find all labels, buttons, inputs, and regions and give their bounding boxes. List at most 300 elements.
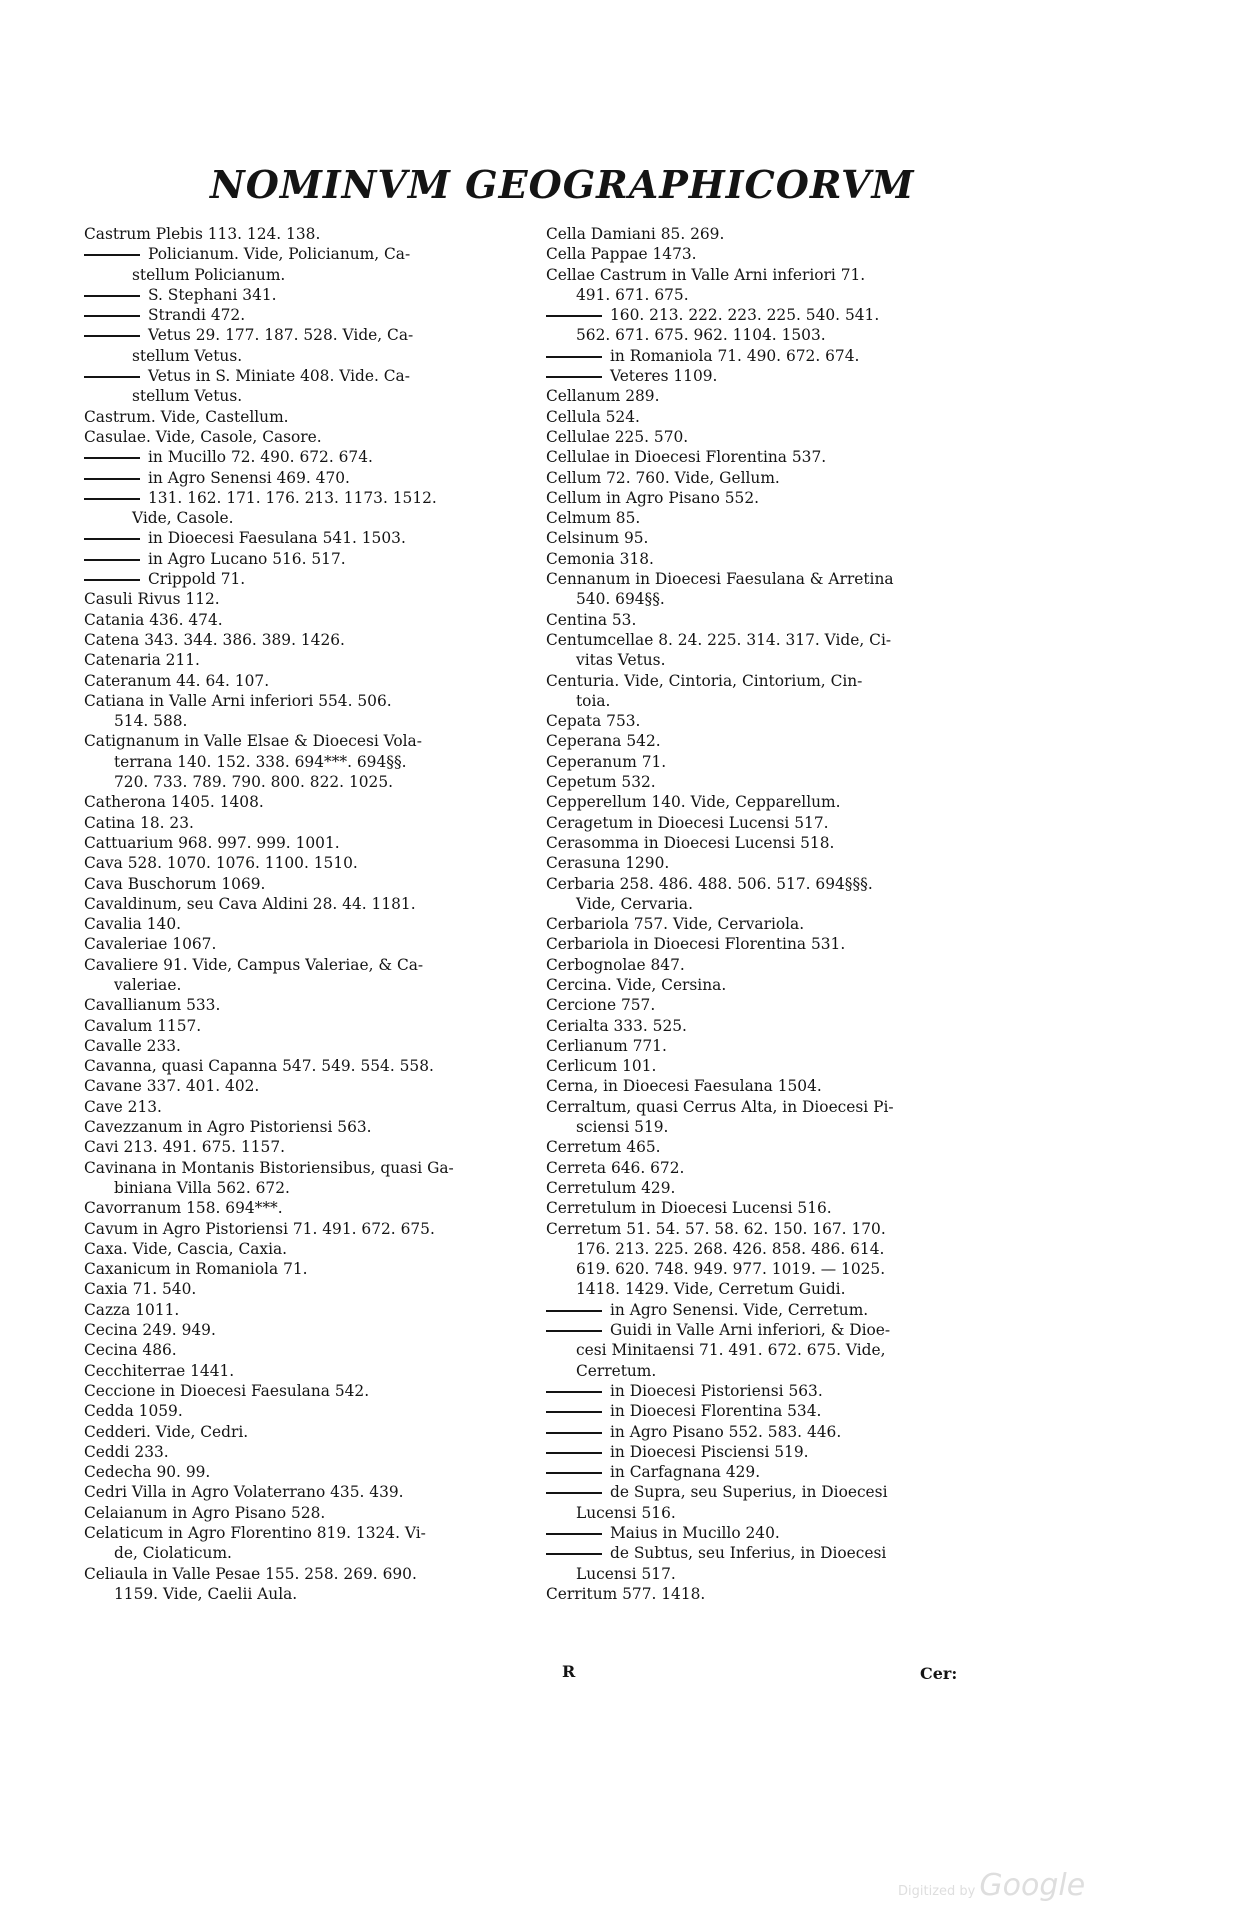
index-entry: [546, 508, 991, 528]
entry-text: Cerretulum 429.: [546, 1178, 676, 1197]
ditto-dash: [84, 315, 140, 317]
index-entry: [546, 488, 991, 508]
index-entry: [546, 914, 991, 934]
index-entry: [84, 792, 532, 812]
entry-text: Centumcellae 8. 24. 225. 314. 317. Vide, Ci-: [546, 630, 892, 649]
index-entry: [84, 1482, 532, 1502]
index-entry: [84, 610, 532, 630]
entry-text: de, Ciolaticum.: [114, 1544, 232, 1563]
entry-text: Cavane 337. 401. 402.: [84, 1077, 260, 1096]
entry-text: Cecina 249. 949.: [84, 1321, 216, 1340]
entry-text: Cerbariola in Dioecesi Florentina 531.: [546, 935, 846, 954]
index-entry: [84, 955, 532, 975]
index-entry: [84, 285, 532, 305]
index-entry: [546, 610, 991, 630]
index-entry: [84, 671, 532, 691]
entry-text: in Agro Senensi. Vide, Cerretum.: [610, 1300, 869, 1319]
entry-text: Ceccione in Dioecesi Faesulana 542.: [84, 1381, 370, 1400]
entry-text: Cazza 1011.: [84, 1300, 180, 1319]
entry-text: Catherona 1405. 1408.: [84, 793, 264, 812]
entry-text: 720. 733. 789. 790. 800. 822. 1025.: [114, 773, 394, 792]
entry-text: Cellulae 225. 570.: [546, 427, 689, 446]
entry-text: Cava Buschorum 1069.: [84, 874, 266, 893]
entry-text: Cavi 213. 491. 675. 1157.: [84, 1138, 286, 1157]
index-entry: [546, 1543, 991, 1563]
index-entry: [84, 894, 532, 914]
index-entry: [84, 1462, 532, 1482]
entry-text: in Agro Lucano 516. 517.: [148, 549, 346, 568]
entry-text: Lucensi 517.: [576, 1564, 676, 1583]
entry-text: Celaianum in Agro Pisano 528.: [84, 1503, 326, 1522]
entry-text: Cercina. Vide, Cersina.: [546, 975, 727, 994]
entry-text: Cavorranum 158. 694***.: [84, 1199, 283, 1218]
entry-text: toia.: [576, 691, 611, 710]
index-entry: [546, 589, 991, 609]
ditto-dash: [84, 559, 140, 561]
entry-text: Cercione 757.: [546, 996, 656, 1015]
ditto-dash: [84, 579, 140, 581]
ditto-dash: [84, 457, 140, 459]
entry-text: Castrum. Vide, Castellum.: [84, 407, 289, 426]
index-entry: [546, 731, 991, 751]
index-entry: [546, 894, 991, 914]
index-entry: [84, 508, 532, 528]
index-entry: [546, 1097, 991, 1117]
entry-text: 131. 162. 171. 176. 213. 1173. 1512.: [148, 488, 437, 507]
index-entry: [546, 671, 991, 691]
entry-text: Cave 213.: [84, 1097, 162, 1116]
index-entry: [546, 569, 991, 589]
ditto-dash: [546, 1553, 602, 1555]
index-entry: [84, 224, 532, 244]
entry-text: Cellanum 289.: [546, 387, 660, 406]
entry-text: Policianum. Vide, Policianum, Ca-: [148, 245, 411, 264]
entry-text: Cavalle 233.: [84, 1036, 181, 1055]
entry-text: Cerretum 51. 54. 57. 58. 62. 150. 167. 170.: [546, 1219, 886, 1238]
index-entry: [546, 995, 991, 1015]
ditto-dash: [84, 538, 140, 540]
entry-text: Cerbariola 757. Vide, Cervariola.: [546, 915, 805, 934]
entry-text: Celmum 85.: [546, 509, 641, 528]
index-entry: [84, 1422, 532, 1442]
entry-text: 160. 213. 222. 223. 225. 540. 541.: [610, 306, 880, 325]
index-entry: [546, 833, 991, 853]
entry-text: Cavalum 1157.: [84, 1016, 202, 1035]
index-entry: [84, 995, 532, 1015]
entry-text: 562. 671. 675. 962. 1104. 1503.: [576, 326, 826, 345]
entry-text: Celiaula in Valle Pesae 155. 258. 269. 690.: [84, 1564, 417, 1583]
index-entry: [546, 366, 991, 386]
entry-text: Cellula 524.: [546, 407, 640, 426]
index-entry: [84, 1279, 532, 1299]
index-entry: [84, 691, 532, 711]
index-entry: [84, 549, 532, 569]
entry-text: Veteres 1109.: [610, 367, 718, 386]
index-entry: [84, 813, 532, 833]
index-entry: [84, 853, 532, 873]
entry-text: sciensi 519.: [576, 1118, 669, 1137]
entry-text: S. Stephani 341.: [148, 285, 277, 304]
index-entry: [546, 630, 991, 650]
ditto-dash: [84, 335, 140, 337]
entry-text: Maius in Mucillo 240.: [610, 1524, 780, 1542]
entry-text: Vide, Cervaria.: [576, 894, 693, 913]
entry-text: Cedderi. Vide, Cedri.: [84, 1422, 249, 1441]
entry-text: Cecchiterrae 1441.: [84, 1361, 235, 1380]
entry-text: Cerraltum, quasi Cerrus Alta, in Dioecesi Pi-: [546, 1097, 894, 1116]
entry-text: in Mucillo 72. 490. 672. 674.: [148, 448, 373, 467]
entry-text: in Dioecesi Pistoriensi 563.: [610, 1381, 823, 1400]
index-entry: [546, 1259, 991, 1279]
index-entry: [84, 1564, 532, 1584]
signature-mark: R: [562, 1662, 576, 1681]
index-entry: [546, 224, 991, 244]
index-entry: [546, 1381, 991, 1401]
entry-text: 514. 588.: [114, 712, 188, 731]
entry-text: Cellum 72. 760. Vide, Gellum.: [546, 468, 780, 487]
index-entry: [84, 1016, 532, 1036]
entry-text: biniana Villa 562. 672.: [114, 1178, 290, 1197]
index-entry: [546, 1117, 991, 1137]
entry-text: 540. 694§§.: [576, 590, 665, 609]
ditto-dash: [84, 376, 140, 378]
index-entry: [546, 650, 991, 670]
entry-text: Cedecha 90. 99.: [84, 1463, 211, 1482]
index-entry: [546, 1442, 991, 1462]
index-entry: [84, 1543, 532, 1563]
index-entry: [546, 1564, 991, 1584]
entry-text: Caxanicum in Romaniola 71.: [84, 1260, 308, 1279]
ditto-dash: [546, 1432, 602, 1434]
entry-text: Caxa. Vide, Cascia, Caxia.: [84, 1239, 288, 1258]
index-entry: [84, 447, 532, 467]
index-entry: [84, 1178, 532, 1198]
index-entry: [84, 528, 532, 548]
index-entry: [84, 731, 532, 751]
index-entry: [84, 1137, 532, 1157]
entry-text: Casulae. Vide, Casole, Casore.: [84, 427, 322, 446]
index-entry: [84, 1340, 532, 1360]
index-entry: [546, 549, 991, 569]
index-entry: [546, 1137, 991, 1157]
entry-text: Cella Pappae 1473.: [546, 245, 697, 264]
entry-text: Catiana in Valle Arni inferiori 554. 506.: [84, 691, 392, 710]
entry-text: Cepperellum 140. Vide, Cepparellum.: [546, 793, 841, 812]
index-entry: [84, 569, 532, 589]
watermark-prefix: Digitized by: [898, 1884, 976, 1899]
index-entry: [546, 1178, 991, 1198]
entry-text: Cerretum 465.: [546, 1138, 661, 1157]
entry-text: Cerretum.: [576, 1361, 657, 1380]
index-entry: [546, 528, 991, 548]
index-entry: [84, 650, 532, 670]
index-entry: [84, 468, 532, 488]
index-entry: [84, 833, 532, 853]
index-entry: [84, 1158, 532, 1178]
entry-text: in Dioecesi Faesulana 541. 1503.: [148, 529, 406, 548]
entry-text: Vide, Casole.: [132, 509, 234, 528]
index-entry: [546, 1076, 991, 1096]
index-entry: [84, 265, 532, 285]
index-entry: [546, 305, 991, 325]
index-entry: [546, 691, 991, 711]
index-entry: [546, 772, 991, 792]
index-entry: [84, 1523, 532, 1543]
entry-text: Cepata 753.: [546, 712, 641, 731]
entry-text: Cellulae in Dioecesi Florentina 537.: [546, 448, 827, 467]
index-entry: [84, 914, 532, 934]
entry-text: Cavezzanum in Agro Pistoriensi 563.: [84, 1118, 372, 1137]
ditto-dash: [84, 295, 140, 297]
entry-text: Cerialta 333. 525.: [546, 1016, 687, 1035]
entry-text: Cemonia 318.: [546, 549, 654, 568]
ditto-dash: [546, 1492, 602, 1494]
entry-text: Cerlianum 771.: [546, 1036, 667, 1055]
entry-text: 491. 671. 675.: [576, 285, 689, 304]
entry-text: Crippold 71.: [148, 570, 246, 589]
entry-text: Cerreta 646. 672.: [546, 1158, 685, 1177]
entry-text: Cavaldinum, seu Cava Aldini 28. 44. 1181.: [84, 894, 416, 913]
index-entry: [546, 874, 991, 894]
index-column-left: [84, 224, 532, 1604]
entry-text: Cattuarium 968. 997. 999. 1001.: [84, 833, 340, 852]
entry-text: Cerlicum 101.: [546, 1057, 657, 1076]
ditto-dash: [546, 315, 602, 317]
index-entry: [84, 305, 532, 325]
entry-text: Vetus 29. 177. 187. 528. Vide, Ca-: [148, 326, 414, 345]
entry-text: Cavinana in Montanis Bistoriensibus, quasi Ga-: [84, 1158, 454, 1177]
ditto-dash: [546, 1310, 602, 1312]
entry-text: Ceragetum in Dioecesi Lucensi 517.: [546, 813, 829, 832]
index-entry: [546, 1482, 991, 1502]
entry-text: terrana 140. 152. 338. 694***. 694§§.: [114, 752, 407, 771]
index-entry: [84, 1320, 532, 1340]
index-entry: [84, 1219, 532, 1239]
index-entry: [546, 934, 991, 954]
entry-text: Strandi 472.: [148, 306, 246, 325]
entry-text: 176. 213. 225. 268. 426. 858. 486. 614.: [576, 1239, 885, 1258]
page-title: NOMINVM GEOGRAPHICORVM: [210, 162, 915, 207]
catchword: Cer:: [920, 1664, 958, 1683]
index-entry: [84, 386, 532, 406]
index-entry: [84, 975, 532, 995]
index-entry: [84, 325, 532, 345]
index-entry: [546, 1158, 991, 1178]
ditto-dash: [84, 498, 140, 500]
entry-text: Cavaleriae 1067.: [84, 935, 217, 954]
index-entry: [546, 325, 991, 345]
index-entry: [84, 366, 532, 386]
entry-text: Cerbaria 258. 486. 488. 506. 517. 694§§§.: [546, 874, 873, 893]
index-entry: [546, 1036, 991, 1056]
index-entry: [546, 1584, 991, 1604]
entry-text: in Dioecesi Florentina 534.: [610, 1402, 822, 1421]
entry-text: Cavallianum 533.: [84, 996, 221, 1015]
ditto-dash: [546, 1472, 602, 1474]
entry-text: Ceperana 542.: [546, 732, 661, 751]
index-entry: [546, 427, 991, 447]
index-entry: [84, 427, 532, 447]
entry-text: stellum Vetus.: [132, 387, 243, 406]
entry-text: Guidi in Valle Arni inferiori, & Dioe-: [610, 1321, 891, 1340]
index-entry: [84, 1198, 532, 1218]
entry-text: in Carfagnana 429.: [610, 1463, 761, 1482]
index-entry: [84, 1259, 532, 1279]
entry-text: Cerbognolae 847.: [546, 955, 685, 974]
ditto-dash: [546, 1391, 602, 1393]
index-entry: [546, 265, 991, 285]
ditto-dash: [546, 376, 602, 378]
index-entry: [546, 1462, 991, 1482]
entry-text: Celsinum 95.: [546, 529, 649, 548]
index-entry: [546, 1279, 991, 1299]
entry-text: in Romaniola 71. 490. 672. 674.: [610, 346, 860, 365]
index-entry: [84, 1076, 532, 1096]
index-entry: [84, 1097, 532, 1117]
entry-text: Catenaria 211.: [84, 651, 200, 670]
entry-text: Catina 18. 23.: [84, 813, 194, 832]
entry-text: Cedda 1059.: [84, 1402, 183, 1421]
entry-text: Catignanum in Valle Elsae & Dioecesi Vola-: [84, 732, 422, 751]
index-entry: [546, 1016, 991, 1036]
index-entry: [546, 447, 991, 467]
index-entry: [546, 1320, 991, 1340]
index-entry: [84, 1056, 532, 1076]
index-entry: [546, 386, 991, 406]
entry-text: valeriae.: [114, 975, 182, 994]
index-entry: [546, 1523, 991, 1543]
index-entry: [546, 853, 991, 873]
index-entry: [84, 1300, 532, 1320]
ditto-dash: [84, 254, 140, 256]
entry-text: Cella Damiani 85. 269.: [546, 225, 725, 243]
entry-text: Cellae Castrum in Valle Arni inferiori 71.: [546, 265, 866, 284]
entry-text: Cellum in Agro Pisano 552.: [546, 488, 760, 507]
index-entry: [546, 1239, 991, 1259]
ditto-dash: [546, 1533, 602, 1535]
entry-text: Cavum in Agro Pistoriensi 71. 491. 672. 675.: [84, 1219, 435, 1238]
index-entry: [84, 1239, 532, 1259]
watermark-logo: Google: [979, 1868, 1086, 1903]
ditto-dash: [546, 1411, 602, 1413]
index-entry: [546, 1422, 991, 1442]
entry-text: Castrum Plebis 113. 124. 138.: [84, 225, 321, 243]
entry-text: Cavanna, quasi Capanna 547. 549. 554. 558.: [84, 1057, 434, 1076]
entry-text: de Supra, seu Superius, in Dioecesi: [610, 1483, 888, 1502]
index-column-right: [546, 224, 991, 1604]
entry-text: Cerasuna 1290.: [546, 854, 670, 873]
index-entry: [84, 1442, 532, 1462]
index-entry: [84, 1503, 532, 1523]
index-entry: [546, 752, 991, 772]
index-entry: [84, 772, 532, 792]
entry-text: Cerretulum in Dioecesi Lucensi 516.: [546, 1199, 832, 1218]
index-entry: [84, 1381, 532, 1401]
entry-text: cesi Minitaensi 71. 491. 672. 675. Vide,: [576, 1341, 886, 1360]
index-entry: [84, 874, 532, 894]
entry-text: Cennanum in Dioecesi Faesulana & Arretina: [546, 570, 894, 589]
entry-text: Cecina 486.: [84, 1341, 177, 1360]
entry-text: Cerritum 577. 1418.: [546, 1584, 706, 1603]
index-entry: [84, 1361, 532, 1381]
index-entry: [546, 975, 991, 995]
entry-text: Catena 343. 344. 386. 389. 1426.: [84, 630, 345, 649]
index-entry: [84, 752, 532, 772]
index-entry: [546, 285, 991, 305]
index-entry: [84, 1401, 532, 1421]
index-entry: [546, 711, 991, 731]
index-entry: [84, 711, 532, 731]
entry-text: de Subtus, seu Inferius, in Dioecesi: [610, 1544, 887, 1563]
index-entry: [84, 488, 532, 508]
entry-text: Vetus in S. Miniate 408. Vide. Ca-: [148, 367, 410, 386]
index-entry: [546, 1198, 991, 1218]
index-entry: [84, 630, 532, 650]
index-entry: [84, 1036, 532, 1056]
entry-text: Ceperanum 71.: [546, 752, 667, 771]
entry-text: 619. 620. 748. 949. 977. 1019. — 1025.: [576, 1260, 886, 1279]
entry-text: Casuli Rivus 112.: [84, 590, 220, 609]
entry-text: Cerna, in Dioecesi Faesulana 1504.: [546, 1077, 822, 1096]
entry-text: Cedri Villa in Agro Volaterrano 435. 439.: [84, 1483, 404, 1502]
ditto-dash: [546, 1452, 602, 1454]
index-entry: [546, 346, 991, 366]
entry-text: stellum Policianum.: [132, 265, 286, 284]
entry-text: Caxia 71. 540.: [84, 1280, 197, 1299]
entry-text: Cavalia 140.: [84, 915, 182, 934]
entry-text: in Dioecesi Pisciensi 519.: [610, 1442, 809, 1461]
index-entry: [546, 813, 991, 833]
index-entry: [546, 244, 991, 264]
entry-text: in Agro Senensi 469. 470.: [148, 468, 350, 487]
entry-text: Celaticum in Agro Florentino 819. 1324. Vi-: [84, 1524, 426, 1542]
index-entry: [546, 1361, 991, 1381]
index-entry: [84, 407, 532, 427]
index-entry: [546, 1401, 991, 1421]
index-entry: [546, 1340, 991, 1360]
index-entry: [546, 468, 991, 488]
entry-text: vitas Vetus.: [576, 651, 666, 670]
entry-text: Cavaliere 91. Vide, Campus Valeriae, & Ca-: [84, 955, 424, 974]
entry-text: Cateranum 44. 64. 107.: [84, 671, 270, 690]
ditto-dash: [546, 1330, 602, 1332]
entry-text: Lucensi 516.: [576, 1503, 676, 1522]
index-entry: [546, 1300, 991, 1320]
entry-text: Cerasomma in Dioecesi Lucensi 518.: [546, 833, 835, 852]
entry-text: Cava 528. 1070. 1076. 1100. 1510.: [84, 854, 358, 873]
index-entry: [546, 1219, 991, 1239]
index-entry: [546, 955, 991, 975]
index-entry: [546, 407, 991, 427]
entry-text: 1159. Vide, Caelii Aula.: [114, 1584, 298, 1603]
index-entry: [84, 1117, 532, 1137]
entry-text: Catania 436. 474.: [84, 610, 223, 629]
ditto-dash: [546, 356, 602, 358]
entry-text: Cepetum 532.: [546, 773, 656, 792]
entry-text: stellum Vetus.: [132, 346, 243, 365]
entry-text: in Agro Pisano 552. 583. 446.: [610, 1422, 842, 1441]
ditto-dash: [84, 478, 140, 480]
index-entry: [546, 1503, 991, 1523]
entry-text: Centina 53.: [546, 610, 637, 629]
index-entry: [546, 792, 991, 812]
entry-text: Centuria. Vide, Cintoria, Cintorium, Cin-: [546, 671, 863, 690]
entry-text: 1418. 1429. Vide, Cerretum Guidi.: [576, 1280, 846, 1299]
entry-text: Ceddi 233.: [84, 1442, 169, 1461]
index-entry: [546, 1056, 991, 1076]
index-entry: [84, 346, 532, 366]
index-entry: [84, 934, 532, 954]
